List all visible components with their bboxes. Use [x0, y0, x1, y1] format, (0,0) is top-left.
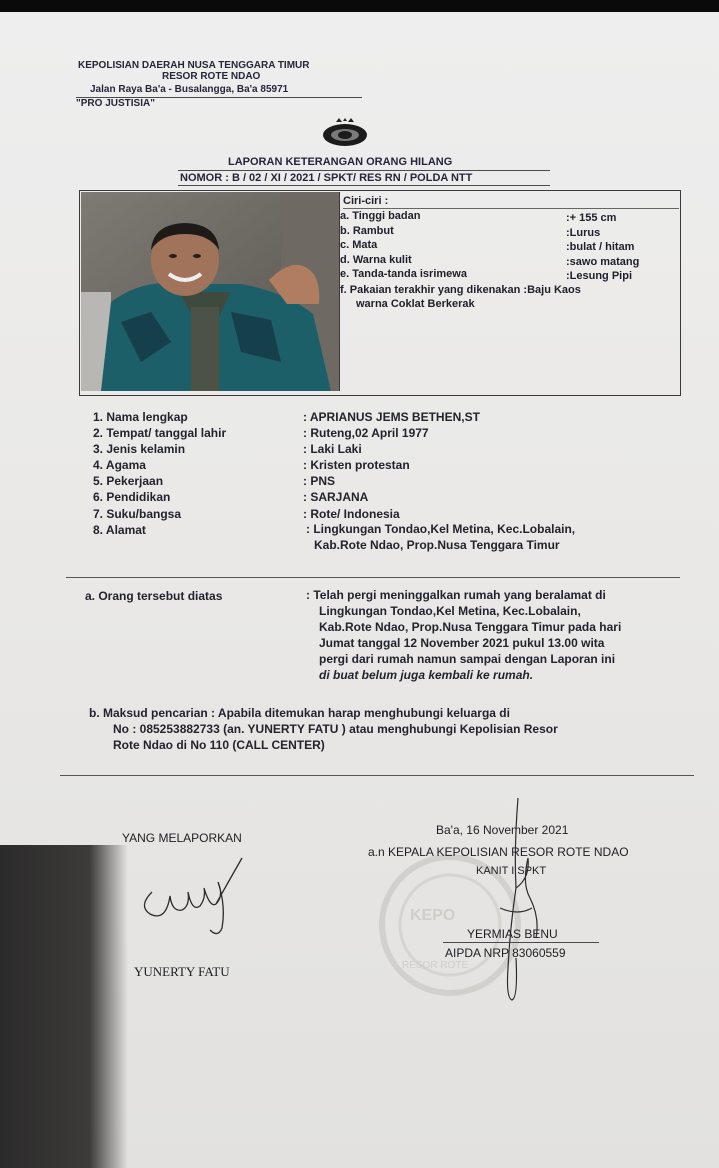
person-photo	[81, 192, 340, 391]
identity-value-address: : Lingkungan Tondao,Kel Metina, Kec.Lobalain,	[306, 522, 576, 536]
identity-label-job: 5. Pekerjaan	[93, 474, 164, 488]
ciri-clothing: f. Pakaian terakhir yang dikenakan :Baju Kaos	[340, 284, 581, 296]
section-a-line-2: Lingkungan Tondao,Kel Metina, Kec.Lobalain,	[319, 604, 581, 618]
section-divider-top	[66, 577, 680, 578]
identity-value-education: : SARJANA	[303, 490, 369, 504]
identity-label-birth: 2. Tempat/ tanggal lahir	[93, 426, 227, 440]
identity-value-birth: : Ruteng,02 April 1977	[303, 426, 429, 440]
document-title: LAPORAN KETERANGAN ORANG HILANG	[228, 156, 453, 168]
ciri-heading: Ciri-ciri :	[343, 195, 389, 207]
officer-signature-icon	[470, 788, 560, 1008]
document-number: NOMOR : B / 02 / XI / 2021 / SPKT/ RES RN / POLDA NTT	[180, 172, 473, 184]
number-underline	[178, 185, 550, 186]
ciri-divider	[343, 208, 679, 209]
ciri-label-hair: b. Rambut	[340, 225, 394, 237]
identity-value-ethnicity: : Rote/ Indonesia	[303, 507, 400, 521]
section-a-line-1: : Telah pergi meninggalkan rumah yang beralamat di	[306, 588, 606, 602]
section-b-line-3: Rote Ndao di No 110 (CALL CENTER)	[113, 738, 325, 752]
reporter-name: YUNERTY FATU	[134, 964, 230, 979]
ciri-value-marks: :Lesung Pipi	[566, 270, 632, 282]
report-date: Ba'a, 16 November 2021	[436, 823, 569, 837]
police-emblem	[322, 118, 368, 148]
on-behalf-of: a.n KEPALA KEPOLISIAN RESOR ROTE NDAO	[368, 845, 629, 859]
identity-value-job: : PNS	[303, 474, 336, 488]
identity-value-address-cont: Kab.Rote Ndao, Prop.Nusa Tenggara Timur	[314, 538, 560, 552]
identity-label-ethnicity: 7. Suku/bangsa	[93, 507, 182, 521]
section-a-line-3: Kab.Rote Ndao, Prop.Nusa Tenggara Timur pada hari	[319, 620, 622, 634]
section-b-line-1: b. Maksud pencarian : Apabila ditemukan harap menghubungi keluarga di	[89, 706, 510, 720]
officer-underline	[443, 942, 599, 943]
identity-label-address: 8. Alamat	[93, 523, 146, 537]
section-a-line-6: di buat belum juga kembali ke rumah.	[319, 668, 534, 682]
identity-value-religion: : Kristen protestan	[303, 458, 410, 472]
identity-value-name: : APRIANUS JEMS BETHEN,ST	[303, 410, 480, 424]
police-emblem-icon	[322, 118, 368, 148]
ciri-value-height: :+ 155 cm	[566, 212, 617, 224]
section-a-line-4: Jumat tanggal 12 November 2021 pukul 13.00 wita	[319, 636, 605, 650]
header-line-2: RESOR ROTE NDAO	[162, 71, 261, 82]
ciri-label-skin: d. Warna kulit	[340, 254, 412, 266]
header-line-1: KEPOLISIAN DAERAH NUSA TENGGARA TIMUR	[78, 60, 310, 71]
identity-label-name: 1. Nama lengkap	[93, 410, 188, 424]
header-line-3: Jalan Raya Ba'a - Busalangga, Ba'a 85971	[90, 84, 289, 95]
ciri-label-height: a. Tinggi badan	[340, 210, 421, 222]
section-divider-bottom	[60, 775, 694, 776]
section-b-line-2: No : 085253882733 (an. YUNERTY FATU ) atau menghubungi Kepolisian Resor	[113, 722, 558, 736]
reporter-signature-icon	[130, 848, 250, 938]
officer-name: YERMIAS BENU	[467, 927, 558, 941]
svg-text:RESOR ROTE: RESOR ROTE	[402, 960, 469, 971]
svg-text:KEPO: KEPO	[410, 907, 456, 924]
person-photo-image	[81, 192, 339, 391]
status-bar	[0, 0, 719, 12]
ciri-clothing-cont: warna Coklat Berkerak	[356, 298, 475, 310]
title-underline	[178, 170, 550, 171]
ciri-value-skin: :sawo matang	[566, 256, 640, 268]
camera-shadow	[0, 845, 128, 1168]
header-line-4: "PRO JUSTISIA"	[76, 98, 155, 109]
identity-label-education: 6. Pendidikan	[93, 490, 171, 504]
unit-title: KANIT I SPKT	[476, 865, 547, 877]
reporter-title: YANG MELAPORKAN	[122, 831, 242, 845]
identity-label-gender: 3. Jenis kelamin	[93, 442, 186, 456]
officer-rank: AIPDA NRP 83060559	[445, 946, 566, 960]
ciri-value-eyes: :bulat / hitam	[566, 241, 635, 253]
section-a-line-5: pergi dari rumah namun sampai dengan Laporan ini	[319, 652, 616, 666]
ciri-label-eyes: c. Mata	[340, 239, 378, 251]
identity-label-religion: 4. Agama	[93, 458, 146, 472]
identity-value-gender: : Laki Laki	[303, 442, 362, 456]
ciri-value-hair: :Lurus	[566, 227, 601, 239]
section-a-label: a. Orang tersebut diatas	[85, 589, 223, 603]
ciri-label-marks: e. Tanda-tanda isrimewa	[340, 268, 467, 280]
